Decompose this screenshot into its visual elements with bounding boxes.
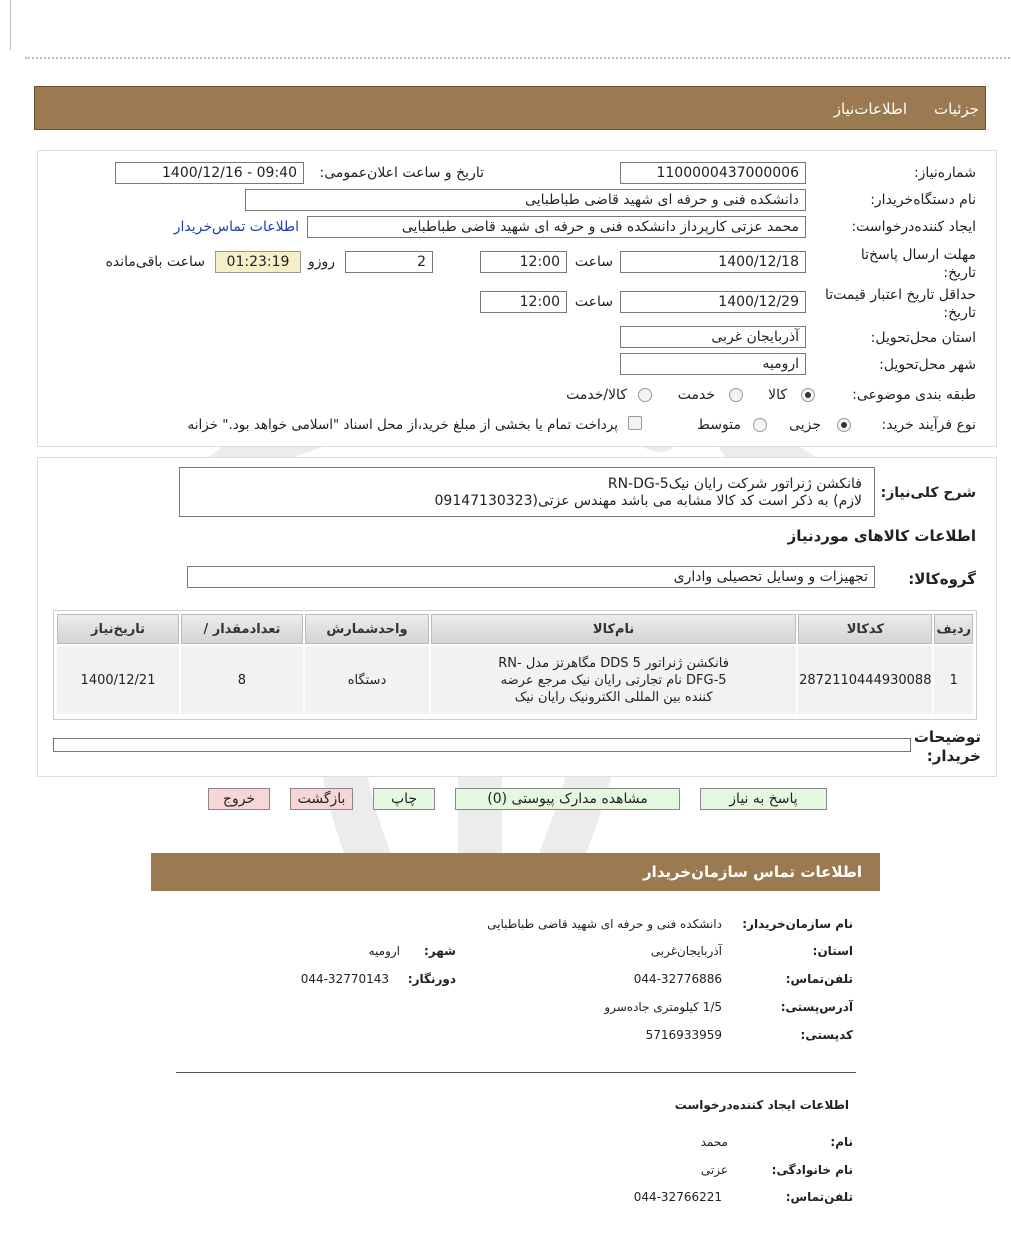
org-label: نام سازمان‌خریدار: [742, 917, 853, 931]
province-field: آذربایجان غربی [620, 326, 806, 348]
back-button[interactable]: بازگشت [290, 788, 353, 810]
description-label: شرح کلی‌نیاز: [880, 485, 976, 501]
postal-label: کدپستی: [800, 1028, 853, 1042]
cell-unit: دستگاه [305, 646, 429, 714]
deadline-time-label: ساعت [574, 254, 613, 270]
description-line-1: فانکشن ژنراتور شرکت رایان نیکRN-DG-5 [607, 476, 862, 492]
creator-phone-label: تلفن‌تماس: [785, 1190, 853, 1204]
creator-phone-value: 044-32766221 [633, 1190, 722, 1204]
cell-name-text: فانکشن ژنراتور DDS 5 مگاهرتز مدل RN-DFG-5 نام تجارتی رایان نیک مرجع عرضه کننده بین المللی الکترونیک رایان نیک [498, 655, 729, 705]
cell-date: 1400/12/21 [57, 646, 179, 714]
category-option-service: خدمت [677, 387, 715, 403]
requester-field: محمد عزتی کارپرداز دانشکده فنی و حرفه ای شهید قاضی طباطبایی [307, 216, 806, 238]
contact-divider [176, 1072, 856, 1073]
province-label: استان محل‌تحویل: [870, 330, 976, 346]
goods-group-field: تجهیزات و وسایل تحصیلی واداری [187, 566, 875, 588]
print-button[interactable]: چاپ [373, 788, 435, 810]
address-label: آدرس‌پستی: [780, 1000, 853, 1014]
category-label: طبقه بندی موضوعی: [852, 387, 976, 403]
deadline-time-field: 12:00 [480, 251, 567, 273]
validity-time-field: 12:00 [480, 291, 567, 313]
buyer-label: نام دستگاه‌خریدار: [870, 192, 976, 208]
process-label: نوع فرآیند خرید: [881, 417, 976, 433]
phone-value: 044-32776886 [633, 972, 722, 986]
category-option-both: کالا/خدمت [566, 387, 627, 403]
need-number-field: 1100000437000006 [620, 162, 806, 184]
creator-name-value: محمد [700, 1135, 728, 1149]
buyer-contact-link[interactable]: اطلاعات تماس‌خریدار [173, 219, 299, 235]
days-field: 2 [345, 251, 433, 273]
deadline-label: مهلت ارسال پاسخ‌تا تاریخ: [860, 247, 976, 281]
process-option-partial: جزیی [789, 417, 821, 433]
deadline-date-field: 1400/12/18 [620, 251, 806, 273]
col-name: نام‌کالا [431, 614, 796, 644]
remaining-label: ساعت باقی‌مانده [105, 254, 205, 270]
days-label: روزو [307, 254, 335, 270]
announce-label: تاریخ و ساعت اعلان‌عمومی: [319, 165, 484, 181]
cell-code: 2872110444930088 [798, 646, 932, 714]
validity-time-label: ساعت [574, 294, 613, 310]
process-radio-partial[interactable] [837, 418, 851, 432]
category-radio-both[interactable] [638, 388, 652, 402]
top-dotted-divider [25, 57, 1010, 59]
goods-table [55, 612, 975, 716]
category-radio-goods[interactable] [801, 388, 815, 402]
buyer-field: دانشکده فنی و حرفه ای شهید قاضی طباطبایی [245, 189, 806, 211]
fax-value: 044-32770143 [300, 972, 389, 986]
phone-label: تلفن‌تماس: [785, 972, 853, 986]
city-field: ارومیه [620, 353, 806, 375]
table-row [57, 646, 973, 714]
col-code: کدکالا [798, 614, 932, 644]
creator-title: اطلاعات ایجاد کننده‌درخواست [674, 1098, 849, 1112]
requester-label: ایجاد کننده‌درخواست: [851, 219, 976, 235]
validity-label: حداقل تاریخ اعتبار قیمت‌تا تاریخ: [824, 287, 976, 321]
payment-note: پرداخت تمام یا بخشی از مبلغ خرید،از محل اسناد "اسلامی خواهد بود." خزانه [187, 417, 618, 433]
tab-need-info[interactable]: اطلاعات‌نیاز [833, 100, 907, 118]
announce-field: 1400/12/16 - 09:40 [115, 162, 304, 184]
cell-row: 1 [934, 646, 973, 714]
remaining-time-badge: 01:23:19 [215, 251, 301, 273]
payment-checkbox[interactable] [628, 416, 642, 430]
process-option-medium: متوسط [697, 417, 741, 433]
creator-family-value: عزتی [700, 1163, 728, 1177]
goods-section-title: اطلاعات کالاهای موردنیاز [787, 527, 976, 545]
validity-date-field: 1400/12/29 [620, 291, 806, 313]
category-option-goods: کالا [768, 387, 787, 403]
col-date: تاریخ‌نیاز [57, 614, 179, 644]
fax-label: دورنگار: [407, 972, 456, 986]
city-contact-label: شهر: [424, 944, 456, 958]
description-box [179, 467, 875, 517]
city-contact-value: ارومیه [368, 944, 400, 958]
postal-value: 5716933959 [645, 1028, 722, 1042]
need-number-label: شماره‌نیاز: [913, 165, 976, 181]
process-radio-medium[interactable] [753, 418, 767, 432]
tab-details[interactable]: جزئیات [934, 100, 979, 118]
goods-group-label: گروه‌کالا: [908, 570, 976, 588]
page-header-bar [34, 86, 986, 130]
category-radio-service[interactable] [729, 388, 743, 402]
creator-family-label: نام خانوادگی: [771, 1163, 853, 1177]
col-unit: واحدشمارش [305, 614, 429, 644]
notes-label: توضیحات خریدار: [913, 728, 981, 765]
description-line-2: لازم) به ذکر است کد کالا مشابه می باشد مهندس عزتی(09147130323 [434, 493, 862, 509]
cell-qty: 8 [181, 646, 303, 714]
reply-button[interactable]: پاسخ به نیاز [700, 788, 827, 810]
col-row: ردیف [934, 614, 973, 644]
province-contact-label: استان: [812, 944, 853, 958]
notes-field [53, 738, 911, 752]
creator-name-label: نام: [830, 1135, 853, 1149]
contact-header-bar: اطلاعات تماس سازمان‌خریدار [151, 853, 880, 891]
province-contact-value: آذربایجان‌غربی [650, 944, 722, 958]
city-label: شهر محل‌تحویل: [879, 357, 976, 373]
col-qty: تعدادمقدار / [181, 614, 303, 644]
attachments-button[interactable]: مشاهده مدارک پیوستی (0) [455, 788, 680, 810]
address-value: 1/5 کیلومتری جاده‌سرو [604, 1000, 722, 1014]
page-border-line [10, 0, 11, 50]
cell-name [431, 646, 796, 714]
org-value: دانشکده فنی و حرفه ای شهید قاضی طباطبایی [487, 917, 722, 931]
exit-button[interactable]: خروج [208, 788, 270, 810]
